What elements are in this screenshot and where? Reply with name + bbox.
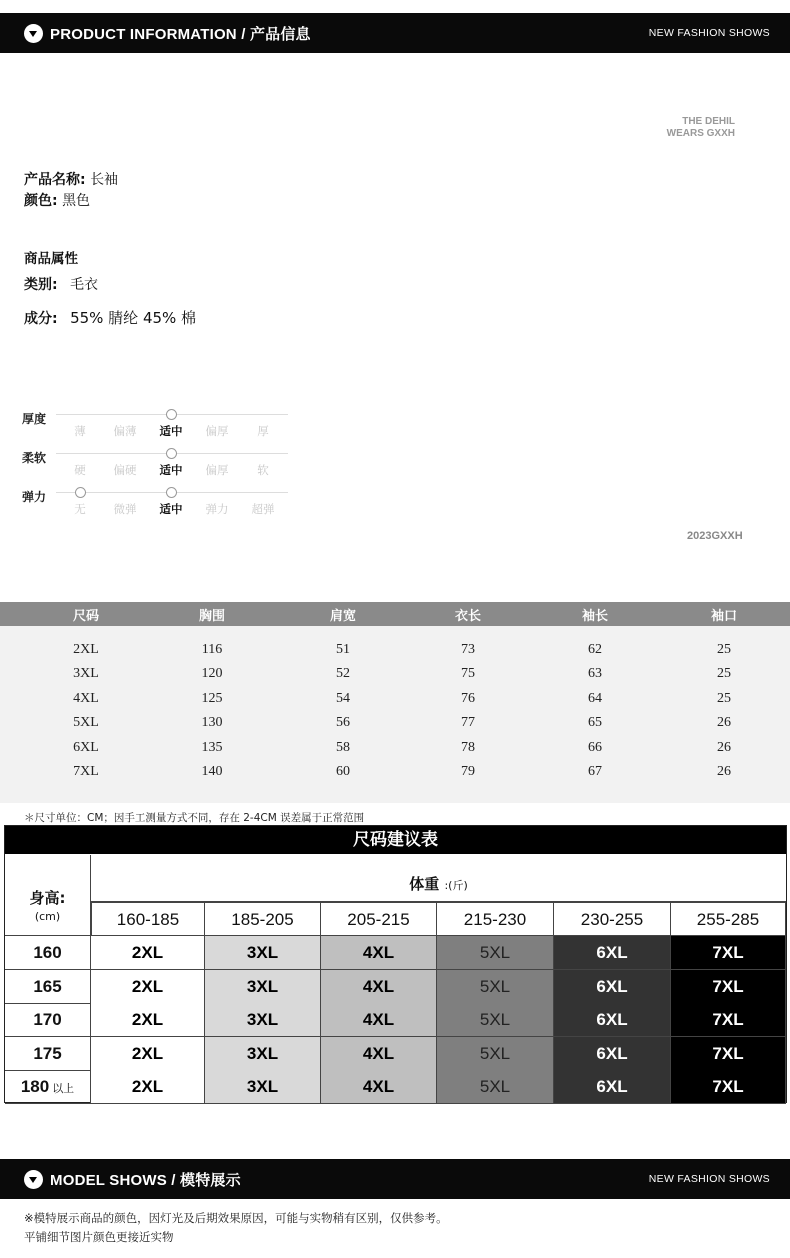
gauge-option: 偏薄	[113, 424, 137, 438]
size-table-cell: 73	[461, 642, 475, 657]
gauge-label: 厚度	[22, 412, 47, 426]
product-name-label: 产品名称:	[24, 172, 86, 188]
size-recommend-cell: 5XL	[437, 1037, 554, 1071]
size-table-cell: 5XL	[73, 715, 99, 731]
size-table-cell: 140	[201, 764, 223, 779]
brand-line-1: THE DEHIL	[682, 116, 735, 127]
size-recommend-cell: 2XL	[91, 1037, 205, 1071]
height-value: 160	[33, 943, 62, 962]
model-header-title: MODEL SHOWS / 模特展示	[50, 1172, 241, 1189]
size-recommend-cell: 2XL	[91, 970, 205, 1004]
size-recommend-cell: 5XL	[437, 1003, 554, 1037]
weight-range-cell: 160-185	[91, 902, 205, 936]
product-info-header	[0, 13, 790, 53]
size-table-cell: 67	[588, 764, 602, 779]
weight-range-cell: 255-285	[671, 902, 786, 936]
size-column-header: 袖口	[710, 609, 737, 624]
chevron-down-icon	[24, 24, 43, 43]
material-value: 55% 腈纶 45% 棉	[70, 309, 197, 327]
gauge-option: 超弹	[251, 502, 275, 516]
brand-mark	[667, 116, 735, 140]
size-table-cell: 130	[201, 715, 223, 731]
material-row	[24, 307, 196, 328]
size-recommend-cell: 5XL	[437, 1070, 554, 1104]
size-recommend-cell: 5XL	[437, 936, 554, 970]
size-table-cell: 135	[201, 739, 223, 755]
size-recommend-cell: 3XL	[205, 936, 321, 970]
year-mark: 2023GXXH	[687, 530, 743, 542]
height-cell	[5, 1070, 91, 1104]
gauge-option: 微弹	[113, 502, 137, 516]
measurement-note: ＊尺寸单位：CM；因手工测量方式不同，存在 2-4CM 误差属于正常范围	[24, 812, 365, 824]
size-table-cell: 64	[588, 690, 602, 706]
weight-unit: :(斤)	[444, 879, 468, 892]
size-recommend-cell: 4XL	[321, 936, 437, 970]
weight-range-cell: 230-255	[554, 902, 671, 936]
gauge-option: 弹力	[205, 502, 229, 516]
category-label: 类别:	[24, 277, 58, 293]
gauge-marker	[75, 487, 86, 498]
size-table-cell: 66	[588, 739, 602, 755]
gauge-option: 适中	[159, 502, 183, 516]
size-table-cell: 4XL	[73, 690, 99, 706]
height-cell	[5, 1037, 91, 1071]
gauge-marker	[166, 487, 177, 498]
model-shows-header	[0, 1159, 790, 1199]
size-table-cell: 51	[336, 642, 350, 657]
size-table-cell: 25	[717, 642, 731, 657]
gauge-label: 柔软	[22, 451, 47, 465]
size-recommend-cell: 2XL	[91, 1070, 205, 1104]
height-cell	[5, 936, 91, 970]
brand-line-2: WEARS GXXH	[666, 128, 735, 139]
gauge-option: 适中	[159, 424, 183, 438]
gauge-option: 偏厚	[205, 424, 229, 438]
size-column-header: 衣长	[454, 609, 481, 624]
gauge-option: 适中	[159, 463, 183, 477]
size-recommend-cell: 3XL	[205, 1003, 321, 1037]
gauge-option: 厚	[257, 424, 269, 438]
header-title: PRODUCT INFORMATION / 产品信息	[50, 26, 311, 43]
size-table-cell: 60	[336, 764, 350, 779]
size-recommend-cell: 7XL	[671, 970, 786, 1004]
size-table-cell: 116	[201, 642, 223, 657]
size-table-cell: 56	[336, 715, 350, 731]
size-recommend-cell: 6XL	[554, 970, 671, 1004]
size-recommend-cell: 4XL	[321, 1037, 437, 1071]
gauge-option: 偏硬	[113, 463, 137, 477]
height-value: 175	[33, 1043, 62, 1063]
header-tagline: NEW FASHION SHOWS	[648, 27, 770, 39]
size-recommend-cell: 6XL	[554, 1070, 671, 1104]
height-value: 170	[33, 1010, 62, 1029]
gauge-label: 弹力	[22, 490, 47, 504]
height-label: 身高:	[29, 889, 66, 907]
gauge-marker	[166, 448, 177, 459]
gauge-option: 薄	[74, 424, 86, 438]
size-recommend-cell: 2XL	[91, 936, 205, 970]
product-name-row	[24, 169, 118, 189]
size-recommend-cell: 4XL	[321, 1003, 437, 1037]
size-column-header: 尺码	[72, 609, 99, 624]
gauge-option: 无	[74, 502, 86, 516]
gauge-option: 软	[257, 463, 269, 477]
size-recommend-cell: 6XL	[554, 1003, 671, 1037]
size-table-cell: 65	[588, 715, 602, 731]
size-table-cell: 77	[461, 715, 475, 731]
size-recommend-cell: 7XL	[671, 1003, 786, 1037]
size-table-cell: 3XL	[73, 666, 99, 682]
size-recommend-cell: 4XL	[321, 1070, 437, 1104]
size-recommend-cell: 3XL	[205, 970, 321, 1004]
size-table-cell: 75	[461, 666, 475, 682]
size-recommend-cell: 3XL	[205, 1037, 321, 1071]
height-cell	[5, 1003, 91, 1037]
attr-heading: 商品属性	[24, 251, 78, 267]
size-table-cell: 52	[336, 666, 350, 682]
size-table-cell: 63	[588, 666, 602, 682]
size-table-cell: 54	[336, 690, 350, 706]
size-table-cell: 62	[588, 642, 602, 657]
gauge-marker	[166, 409, 177, 420]
size-recommend-cell: 6XL	[554, 1037, 671, 1071]
size-table-cell: 7XL	[73, 764, 99, 779]
size-recommend-cell: 4XL	[321, 970, 437, 1004]
footer-disclaimer: ※模特展示商品的颜色，因灯光及后期效果原因，可能与实物稍有区别，仅供参考。	[24, 1211, 448, 1225]
material-label: 成分:	[24, 311, 58, 327]
gauge-option: 偏厚	[205, 463, 229, 477]
height-header	[5, 855, 91, 936]
weight-range-cell: 185-205	[205, 902, 321, 936]
chevron-down-icon	[24, 1170, 43, 1189]
recommend-title: 尺码建议表	[5, 826, 786, 854]
size-table-cell: 79	[461, 764, 475, 779]
product-color-value: 黑色	[62, 193, 91, 209]
footer-note: 平铺细节图片颜色更接近实物	[24, 1230, 174, 1244]
product-name-value: 长袖	[90, 172, 119, 188]
size-table-cell: 120	[201, 666, 223, 682]
size-column-header: 胸围	[198, 609, 225, 624]
size-recommend-cell: 7XL	[671, 1037, 786, 1071]
weight-label: 体重	[409, 875, 440, 893]
size-recommend-cell: 7XL	[671, 936, 786, 970]
size-table-cell: 26	[717, 739, 731, 755]
category-row	[24, 274, 98, 294]
size-table-cell: 76	[461, 690, 475, 706]
height-unit: (cm)	[34, 910, 61, 923]
size-column-header: 袖长	[581, 609, 608, 624]
size-table-cell: 58	[336, 739, 350, 755]
product-color-row	[24, 190, 90, 210]
product-color-label: 颜色:	[24, 193, 58, 209]
size-table-cell: 26	[717, 764, 731, 779]
size-recommend-cell: 5XL	[437, 970, 554, 1004]
size-column-header: 肩宽	[329, 609, 356, 624]
height-value: 165	[33, 976, 62, 996]
gauge-option: 硬	[74, 463, 86, 477]
size-table-cell: 25	[717, 690, 731, 706]
weight-header	[91, 855, 786, 902]
size-table-cell: 125	[201, 690, 223, 706]
size-recommend-cell: 3XL	[205, 1070, 321, 1104]
weight-range-cell: 215-230	[437, 902, 554, 936]
size-table-cell: 26	[717, 715, 731, 731]
size-table-cell: 2XL	[73, 642, 99, 657]
weight-range-cell: 205-215	[321, 902, 437, 936]
height-suffix: 以上	[52, 1083, 75, 1095]
height-cell	[5, 970, 91, 1004]
size-table-cell: 25	[717, 666, 731, 682]
size-recommend-cell: 6XL	[554, 936, 671, 970]
size-table-cell: 6XL	[73, 739, 99, 755]
model-header-tagline: NEW FASHION SHOWS	[648, 1173, 770, 1185]
size-recommend-cell: 2XL	[91, 1003, 205, 1037]
size-recommend-cell: 7XL	[671, 1070, 786, 1104]
size-table-cell: 78	[461, 739, 475, 755]
height-value: 180	[20, 1077, 50, 1096]
category-value: 毛衣	[70, 277, 99, 293]
